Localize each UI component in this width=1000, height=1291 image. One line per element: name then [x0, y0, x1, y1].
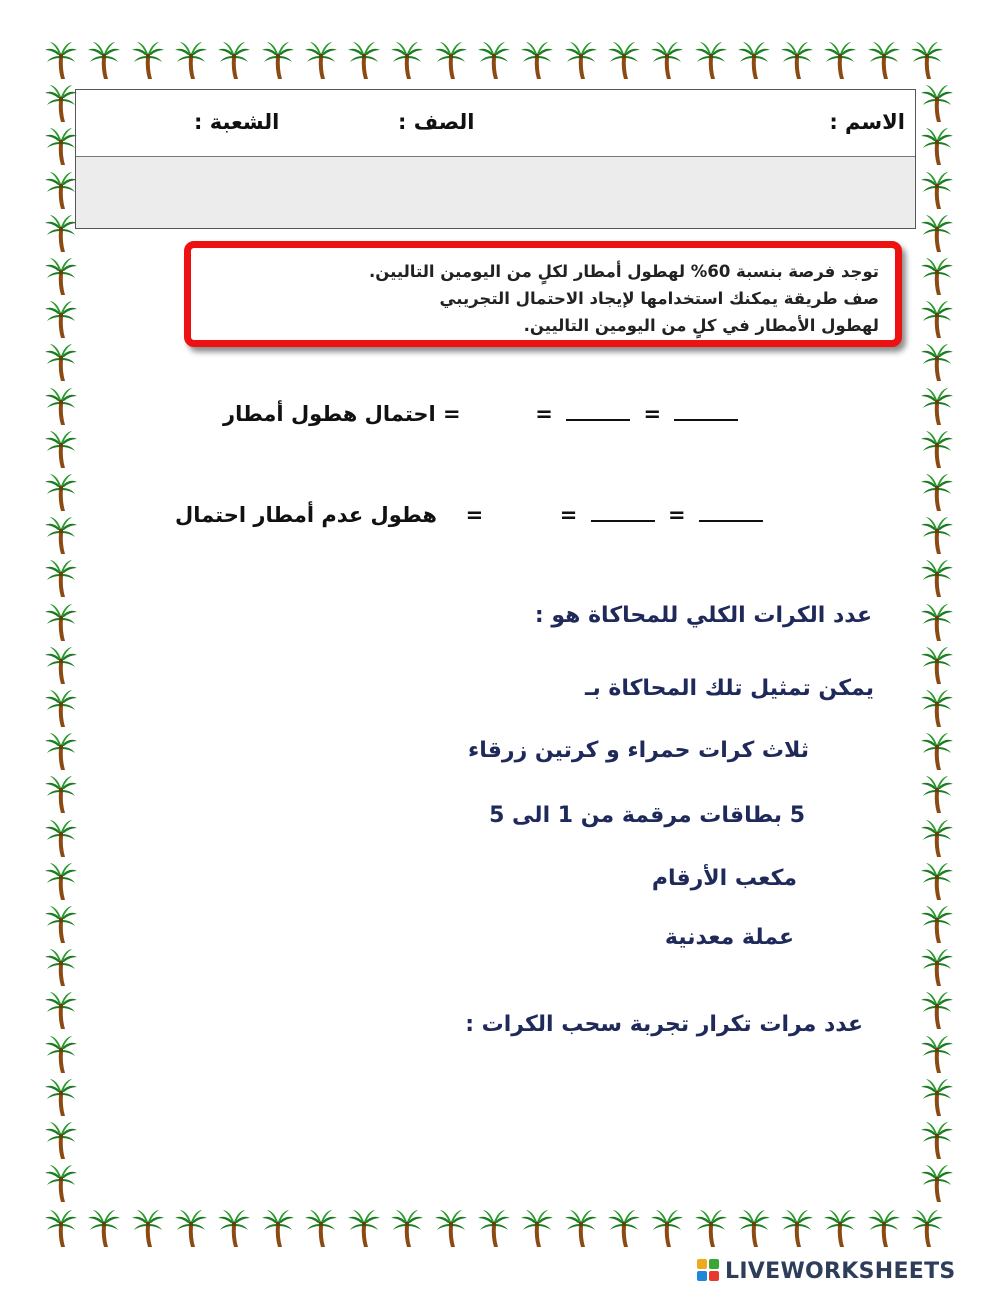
liveworksheets-logo-text: LIVEWORKSHEETS	[725, 1258, 956, 1284]
palm-tree-icon	[780, 40, 814, 80]
equals-sign: =	[643, 402, 662, 426]
palm-tree-icon	[44, 299, 78, 339]
palm-tree-icon	[44, 126, 78, 166]
palm-tree-icon	[920, 213, 954, 253]
palm-tree-icon	[780, 1208, 814, 1248]
student-info-row	[76, 90, 915, 157]
problem-text	[207, 258, 879, 339]
palm-tree-icon	[920, 1120, 954, 1160]
palm-tree-icon	[920, 429, 954, 469]
section-label: الشعبة :	[194, 110, 280, 134]
palm-tree-icon	[434, 40, 468, 80]
palm-tree-icon	[520, 1208, 554, 1248]
palm-tree-icon	[131, 40, 165, 80]
fraction-blank[interactable]	[699, 506, 763, 522]
rain-probability-equation	[223, 402, 744, 426]
palm-tree-icon	[44, 1077, 78, 1117]
palm-tree-icon	[737, 1208, 771, 1248]
answer-input-area[interactable]	[76, 157, 915, 228]
palm-tree-icon	[44, 818, 78, 858]
rain-probability-label: = احتمال هطول أمطار	[223, 402, 461, 426]
palm-tree-icon	[44, 947, 78, 987]
palm-tree-icon	[44, 774, 78, 814]
no-rain-probability-label: هطول عدم أمطار احتمال	[175, 503, 437, 527]
palm-tree-icon	[650, 40, 684, 80]
problem-line-1: توجد فرصة بنسبة 60% لهطول أمطار لكلٍ من اليومين التاليين.	[369, 262, 879, 281]
palm-tree-icon	[564, 1208, 598, 1248]
palm-tree-icon	[920, 1163, 954, 1203]
palm-tree-icon	[920, 1077, 954, 1117]
palm-tree-icon	[44, 1208, 78, 1248]
palm-tree-icon	[920, 818, 954, 858]
simulation-intro: يمكن تمثيل تلك المحاكاة بـ	[584, 676, 874, 701]
palm-tree-icon	[920, 1034, 954, 1074]
palm-tree-icon	[390, 1208, 424, 1248]
fraction-blank[interactable]	[591, 506, 655, 522]
palm-tree-icon	[174, 40, 208, 80]
palm-tree-icon	[867, 1208, 901, 1248]
palm-tree-icon	[910, 1208, 944, 1248]
palm-tree-icon	[920, 774, 954, 814]
palm-tree-icon	[174, 1208, 208, 1248]
palm-tree-icon	[520, 40, 554, 80]
palm-tree-icon	[920, 904, 954, 944]
palm-tree-icon	[44, 83, 78, 123]
palm-tree-icon	[217, 40, 251, 80]
palm-tree-icon	[920, 558, 954, 598]
palm-tree-icon	[44, 342, 78, 382]
problem-statement-box	[184, 241, 902, 347]
palm-tree-icon	[44, 558, 78, 598]
palm-tree-icon	[920, 256, 954, 296]
palm-tree-icon	[920, 602, 954, 642]
equals-sign: =	[465, 503, 484, 527]
palm-tree-icon	[44, 731, 78, 771]
palm-tree-icon	[44, 861, 78, 901]
palm-tree-icon	[131, 1208, 165, 1248]
no-rain-probability-equation	[175, 503, 769, 527]
palm-tree-icon	[920, 947, 954, 987]
name-label: الاسم :	[829, 110, 905, 134]
problem-line-3: لهطول الأمطار في كلٍ من اليومين التاليين.	[523, 316, 879, 335]
palm-tree-icon	[217, 1208, 251, 1248]
palm-tree-icon	[867, 40, 901, 80]
student-info-box	[75, 89, 916, 229]
palm-tree-icon	[920, 731, 954, 771]
palm-tree-icon	[920, 126, 954, 166]
fraction-blank[interactable]	[674, 405, 738, 421]
palm-tree-icon	[44, 170, 78, 210]
palm-tree-icon	[607, 40, 641, 80]
palm-tree-icon	[920, 342, 954, 382]
palm-tree-icon	[564, 40, 598, 80]
palm-tree-icon	[920, 299, 954, 339]
palm-tree-icon	[920, 170, 954, 210]
palm-tree-icon	[434, 1208, 468, 1248]
palm-tree-icon	[347, 1208, 381, 1248]
palm-tree-icon	[44, 386, 78, 426]
palm-tree-icon	[920, 861, 954, 901]
palm-tree-icon	[44, 515, 78, 555]
palm-tree-icon	[650, 1208, 684, 1248]
palm-tree-icon	[44, 904, 78, 944]
liveworksheets-logo	[697, 1256, 956, 1286]
option-number-cube[interactable]: مكعب الأرقام	[651, 866, 797, 891]
palm-tree-icon	[44, 40, 78, 80]
option-numbered-cards[interactable]: 5 بطاقات مرقمة من 1 الى 5	[489, 803, 805, 828]
palm-tree-icon	[44, 1163, 78, 1203]
palm-tree-icon	[920, 990, 954, 1030]
equals-sign: =	[559, 503, 578, 527]
palm-tree-icon	[920, 515, 954, 555]
palm-tree-icon	[304, 1208, 338, 1248]
option-coin[interactable]: عملة معدنية	[664, 925, 794, 950]
palm-tree-icon	[607, 1208, 641, 1248]
equals-sign: =	[668, 503, 686, 527]
palm-tree-icon	[44, 602, 78, 642]
class-label: الصف :	[398, 110, 475, 134]
palm-tree-icon	[694, 1208, 728, 1248]
liveworksheets-logo-icon	[697, 1259, 721, 1283]
palm-tree-icon	[44, 213, 78, 253]
equals-sign: =	[535, 402, 553, 426]
palm-tree-icon	[44, 688, 78, 728]
palm-tree-icon	[920, 688, 954, 728]
palm-tree-icon	[44, 256, 78, 296]
repeat-count-question: عدد مرات تكرار تجربة سحب الكرات :	[465, 1012, 863, 1037]
palm-tree-icon	[44, 429, 78, 469]
palm-tree-icon	[920, 645, 954, 685]
palm-tree-icon	[44, 1034, 78, 1074]
palm-tree-icon	[87, 40, 121, 80]
option-red-blue-balls[interactable]: ثلاث كرات حمراء و كرتين زرقاء	[467, 738, 809, 763]
palm-tree-icon	[261, 40, 295, 80]
palm-tree-icon	[44, 472, 78, 512]
palm-tree-icon	[920, 472, 954, 512]
palm-tree-icon	[390, 40, 424, 80]
palm-tree-icon	[477, 40, 511, 80]
palm-tree-icon	[304, 40, 338, 80]
palm-tree-icon	[737, 40, 771, 80]
palm-tree-icon	[261, 1208, 295, 1248]
fraction-blank[interactable]	[566, 405, 630, 421]
palm-tree-icon	[823, 40, 857, 80]
palm-tree-icon	[823, 1208, 857, 1248]
palm-tree-icon	[347, 40, 381, 80]
palm-tree-icon	[44, 645, 78, 685]
palm-tree-icon	[477, 1208, 511, 1248]
palm-tree-icon	[920, 386, 954, 426]
palm-tree-icon	[910, 40, 944, 80]
palm-tree-icon	[44, 1120, 78, 1160]
palm-tree-icon	[694, 40, 728, 80]
palm-tree-icon	[44, 990, 78, 1030]
problem-line-2: صف طريقة يمكنك استخدامها لإيجاد الاحتمال التجريبي	[439, 289, 879, 308]
palm-tree-icon	[920, 83, 954, 123]
total-balls-question: عدد الكرات الكلي للمحاكاة هو :	[534, 603, 872, 628]
palm-tree-icon	[87, 1208, 121, 1248]
